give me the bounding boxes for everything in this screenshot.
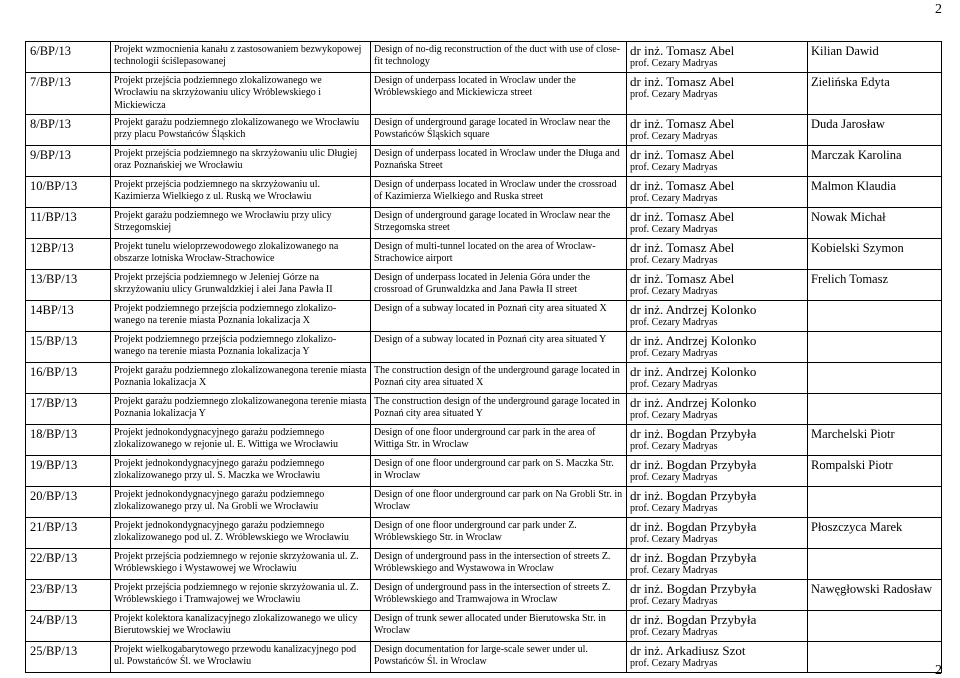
topic-title-en: Design of a subway located in Poznań city area situated Y [371, 331, 627, 362]
co-supervisor-name: prof. Cezary Madryas [630, 223, 718, 235]
table-row [26, 331, 942, 362]
student-name: Zielińska Edyta [808, 73, 942, 115]
topic-title-pl: Projekt garażu podziemnego zlokalizowanegona terenie miasta Poznania lokalizacja Y [111, 393, 371, 424]
student-name: Rompalski Piotr [808, 455, 942, 486]
topic-title-pl: Projekt przejścia podziemnego na skrzyżowaniu ulic Długiej oraz Poznańskiej we Wrocławiu [111, 145, 371, 176]
topic-title-en: The construction design of the underground garage located in Poznań city area situated Y [371, 393, 627, 424]
topic-title-en: Design of one floor underground car park in the area of Wittiga Str. in Wroclaw [371, 424, 627, 455]
supervisors-cell [627, 73, 808, 115]
table-row [26, 114, 942, 145]
table-row [26, 73, 942, 115]
topic-title-en: Design of a subway located in Poznań city area situated X [371, 300, 627, 331]
co-supervisor-name: prof. Cezary Madryas [630, 161, 718, 173]
topic-title-pl: Projekt jednokondygnacyjnego garażu podziemnego zlokalizowanego w rejonie ul. E. Wittiga we Wrocławiu [111, 424, 371, 455]
topic-code: 22/BP/13 [26, 548, 111, 579]
table-row [26, 238, 942, 269]
topic-title-pl: Projekt jednokondygnacyjnego garażu podziemnego zlokalizowanego przy ul. S. Maczka we Wrocławiu [111, 455, 371, 486]
table-row [26, 579, 942, 610]
supervisors-cell [627, 579, 808, 610]
topic-code: 8/BP/13 [26, 114, 111, 145]
co-supervisor-name: prof. Cezary Madryas [630, 595, 718, 607]
supervisor-name: dr inż. Bogdan Przybyła [630, 518, 757, 534]
co-supervisor-name: prof. Cezary Madryas [630, 440, 718, 452]
page-number-top: 2 [935, 2, 942, 17]
supervisor-name: dr inż. Tomasz Abel [630, 146, 735, 162]
supervisor-name: dr inż. Tomasz Abel [630, 270, 735, 286]
student-name: Kobielski Szymon [808, 238, 942, 269]
table-row [26, 424, 942, 455]
table-row [26, 610, 942, 641]
topic-title-pl: Projekt przejścia podziemnego na skrzyżowaniu ul. Kazimierza Wielkiego z ul. Ruską we Wrocławiu [111, 176, 371, 207]
topic-title-en: Design of multi-tunnel located on the area of Wroclaw-Strachowice airport [371, 238, 627, 269]
co-supervisor-name: prof. Cezary Madryas [630, 316, 718, 328]
thesis-topics-table [25, 41, 942, 673]
student-name [808, 610, 942, 641]
co-supervisor-name: prof. Cezary Madryas [630, 285, 718, 297]
table-row [26, 548, 942, 579]
topic-code: 23/BP/13 [26, 579, 111, 610]
supervisor-name: dr inż. Bogdan Przybyła [630, 611, 757, 627]
topic-code: 12BP/13 [26, 238, 111, 269]
topic-title-en: Design of one floor underground car park under Z. Wróblewskiego Str. in Wroclaw [371, 517, 627, 548]
supervisor-name: dr inż. Tomasz Abel [630, 177, 735, 193]
topic-title-pl: Projekt garażu podziemnego zlokalizowanego we Wrocławiu przy placu Powstańców Śląskich [111, 114, 371, 145]
table-row [26, 455, 942, 486]
student-name: Duda Jarosław [808, 114, 942, 145]
supervisors-cell [627, 42, 808, 73]
student-name: Marczak Karolina [808, 145, 942, 176]
supervisor-name: dr inż. Tomasz Abel [630, 239, 735, 255]
student-name [808, 393, 942, 424]
supervisors-cell [627, 517, 808, 548]
topic-title-en: Design of no-dig reconstruction of the duct with use of close-fit technology [371, 42, 627, 73]
topic-code: 13/BP/13 [26, 269, 111, 300]
topic-title-pl: Projekt tunelu wieloprzewodowego zlokalizowanego na obszarze lotniska Wrocław-Strachowice [111, 238, 371, 269]
topic-title-en: Design of underpass located in Jelenia Góra under the crossroad of Grunwaldzka and Jana Pawła II street [371, 269, 627, 300]
supervisor-name: dr inż. Andrzej Kolonko [630, 394, 757, 410]
supervisor-name: dr inż. Tomasz Abel [630, 208, 735, 224]
table-row [26, 300, 942, 331]
topic-code: 18/BP/13 [26, 424, 111, 455]
topic-code: 25/BP/13 [26, 641, 111, 672]
co-supervisor-name: prof. Cezary Madryas [630, 533, 718, 545]
co-supervisor-name: prof. Cezary Madryas [630, 471, 718, 483]
topic-code: 6/BP/13 [26, 42, 111, 73]
supervisor-name: dr inż. Bogdan Przybyła [630, 549, 757, 565]
topic-title-en: Design of underpass located in Wroclaw under the crossroad of Kazimierza Wielkiego and Ruska street [371, 176, 627, 207]
topic-code: 17/BP/13 [26, 393, 111, 424]
topic-code: 24/BP/13 [26, 610, 111, 641]
student-name: Nowak Michał [808, 207, 942, 238]
student-name [808, 548, 942, 579]
topic-title-en: Design of underground pass in the intersection of streets Z. Wróblewskiego and Tramwajowa in Wroclaw [371, 579, 627, 610]
topic-code: 20/BP/13 [26, 486, 111, 517]
co-supervisor-name: prof. Cezary Madryas [630, 58, 718, 69]
co-supervisor-name: prof. Cezary Madryas [630, 409, 718, 421]
table-row [26, 269, 942, 300]
supervisors-cell [627, 176, 808, 207]
topic-title-pl: Projekt garażu podziemnego zlokalizowanegona terenie miasta Poznania lokalizacja X [111, 362, 371, 393]
topic-title-pl: Projekt podziemnego przejścia podziemnego zlokalizo-wanego na terenie miasta Poznania lokalizacja X [111, 300, 371, 331]
co-supervisor-name: prof. Cezary Madryas [630, 626, 718, 638]
table-row [26, 176, 942, 207]
student-name: Frelich Tomasz [808, 269, 942, 300]
supervisors-cell [627, 207, 808, 238]
supervisors-cell [627, 145, 808, 176]
supervisors-cell [627, 238, 808, 269]
topic-title-en: Design of one floor underground car park on S. Maczka Str. in Wroclaw [371, 455, 627, 486]
student-name: Płoszczyca Marek [808, 517, 942, 548]
student-name [808, 486, 942, 517]
table-row [26, 362, 942, 393]
supervisors-cell [627, 331, 808, 362]
topic-code: 9/BP/13 [26, 145, 111, 176]
co-supervisor-name: prof. Cezary Madryas [630, 130, 718, 142]
student-name [808, 362, 942, 393]
supervisor-name: dr inż. Arkadiusz Szot [630, 642, 746, 658]
topic-code: 10/BP/13 [26, 176, 111, 207]
table-row [26, 486, 942, 517]
co-supervisor-name: prof. Cezary Madryas [630, 657, 718, 669]
supervisors-cell [627, 269, 808, 300]
supervisor-name: dr inż. Bogdan Przybyła [630, 456, 757, 472]
table-row [26, 145, 942, 176]
table-row [26, 42, 942, 73]
topic-code: 7/BP/13 [26, 73, 111, 115]
topic-title-pl: Projekt kolektora kanalizacyjnego zlokalizowanego we ulicy Bierutowskiej we Wrocławiu [111, 610, 371, 641]
co-supervisor-name: prof. Cezary Madryas [630, 378, 718, 390]
topic-title-en: Design documentation for large-scale sewer under ul. Powstańców Śl. in Wroclaw [371, 641, 627, 672]
co-supervisor-name: prof. Cezary Madryas [630, 192, 718, 204]
co-supervisor-name: prof. Cezary Madryas [630, 564, 718, 576]
co-supervisor-name: prof. Cezary Madryas [630, 254, 718, 266]
topic-code: 15/BP/13 [26, 331, 111, 362]
co-supervisor-name: prof. Cezary Madryas [630, 89, 718, 100]
topic-title-pl: Projekt przejścia podziemnego zlokalizowanego we Wrocławiu na skrzyżowaniu ulicy Wróblewskiego i Mickiewicza [111, 73, 371, 115]
topic-title-en: Design of underground garage located in Wroclaw near the Strzegomska street [371, 207, 627, 238]
topic-title-en: Design of underpass located in Wroclaw under the Długa and Poznańska Street [371, 145, 627, 176]
topic-title-pl: Projekt garażu podziemnego we Wrocławiu przy ulicy Strzegomskiej [111, 207, 371, 238]
topic-title-pl: Projekt przejścia podziemnego w Jeleniej Górze na skrzyżowaniu ulicy Grunwaldzkiej i alei Jana Pawła II [111, 269, 371, 300]
supervisors-cell [627, 114, 808, 145]
student-name [808, 300, 942, 331]
topic-code: 14BP/13 [26, 300, 111, 331]
topic-code: 21/BP/13 [26, 517, 111, 548]
topic-title-pl: Projekt przejścia podziemnego w rejonie skrzyżowania ul. Z. Wróblewskiego i Tramwajowej we Wrocławiu [111, 579, 371, 610]
topic-title-en: Design of one floor underground car park on Na Grobli Str. in Wroclaw [371, 486, 627, 517]
supervisors-cell [627, 424, 808, 455]
topic-code: 16/BP/13 [26, 362, 111, 393]
topic-title-en: Design of trunk sewer allocated under Bierutowska Str. in Wroclaw [371, 610, 627, 641]
topic-title-en: The construction design of the underground garage located in Poznań city area situated X [371, 362, 627, 393]
topic-title-en: Design of underground pass in the intersection of streets Z. Wróblewskiego and Wystawowa in Wroclaw [371, 548, 627, 579]
topic-title-pl: Projekt jednokondygnacyjnego garażu podziemnego zlokalizowanego przy ul. Na Grobli we Wrocławiu [111, 486, 371, 517]
topic-code: 19/BP/13 [26, 455, 111, 486]
supervisor-name: dr inż. Tomasz Abel [630, 115, 735, 131]
supervisors-cell [627, 641, 808, 672]
table-body [26, 42, 942, 673]
supervisors-cell [627, 610, 808, 641]
topic-title-pl: Projekt przejścia podziemnego w rejonie skrzyżowania ul. Z. Wróblewskiego i Wystawowej we Wrocławiu [111, 548, 371, 579]
supervisors-cell [627, 455, 808, 486]
table-row [26, 517, 942, 548]
student-name: Kilian Dawid [808, 42, 942, 73]
topic-title-pl: Projekt jednokondygnacyjnego garażu podziemnego zlokalizowanego pod ul. Z. Wróblewskiego we Wrocławiu [111, 517, 371, 548]
supervisors-cell [627, 548, 808, 579]
supervisors-cell [627, 486, 808, 517]
page-number-bottom: 2 [935, 663, 942, 678]
topic-title-en: Design of underpass located in Wroclaw under the Wróblewskiego and Mickiewicza street [371, 73, 627, 115]
table-row [26, 641, 942, 672]
supervisor-name: dr inż. Bogdan Przybyła [630, 487, 757, 503]
topic-code: 11/BP/13 [26, 207, 111, 238]
supervisor-name: dr inż. Tomasz Abel [630, 43, 735, 58]
topic-title-pl: Projekt wzmocnienia kanału z zastosowaniem bezwykopowej technologii ściślepasowanej [111, 42, 371, 73]
topic-title-pl: Projekt podziemnego przejścia podziemnego zlokalizo-wanego na terenie miasta Poznania lokalizacja Y [111, 331, 371, 362]
student-name [808, 641, 942, 672]
co-supervisor-name: prof. Cezary Madryas [630, 502, 718, 514]
student-name: Marchelski Piotr [808, 424, 942, 455]
supervisors-cell [627, 362, 808, 393]
table-row [26, 393, 942, 424]
topic-title-en: Design of underground garage located in Wroclaw near the Powstańców Śląskich square [371, 114, 627, 145]
student-name [808, 331, 942, 362]
supervisor-name: dr inż. Andrzej Kolonko [630, 363, 757, 379]
table-row [26, 207, 942, 238]
supervisor-name: dr inż. Tomasz Abel [630, 74, 735, 89]
supervisor-name: dr inż. Bogdan Przybyła [630, 580, 757, 596]
topic-title-pl: Projekt wielkogabarytowego przewodu kanalizacyjnego pod ul. Powstańców Śl. we Wrocławiu [111, 641, 371, 672]
supervisors-cell [627, 393, 808, 424]
student-name: Malmon Klaudia [808, 176, 942, 207]
supervisor-name: dr inż. Bogdan Przybyła [630, 425, 757, 441]
co-supervisor-name: prof. Cezary Madryas [630, 347, 718, 359]
supervisors-cell [627, 300, 808, 331]
supervisor-name: dr inż. Andrzej Kolonko [630, 332, 757, 348]
supervisor-name: dr inż. Andrzej Kolonko [630, 301, 757, 317]
student-name: Nawęgłowski Radosław [808, 579, 942, 610]
